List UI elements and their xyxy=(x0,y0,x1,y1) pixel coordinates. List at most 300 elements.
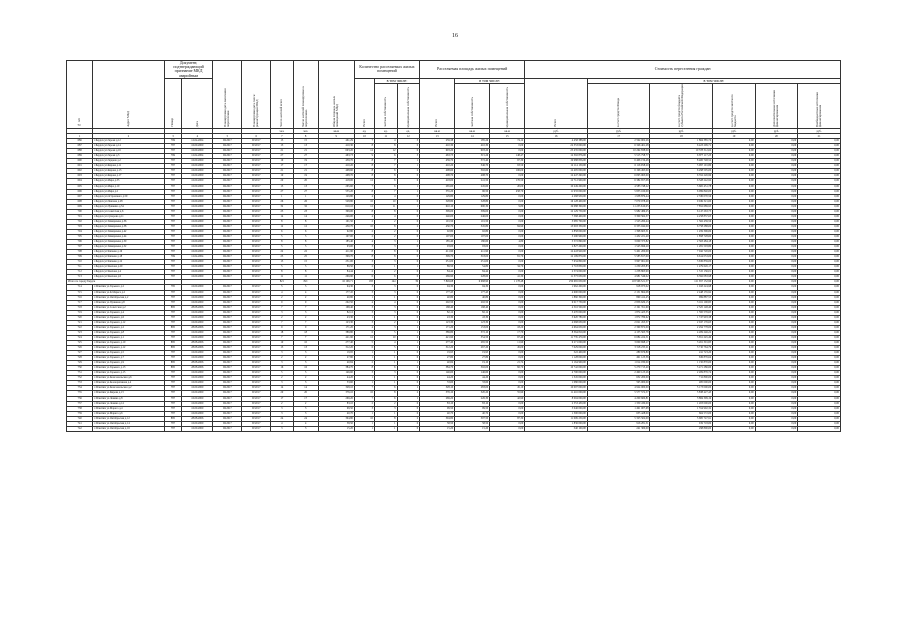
table-cell: 916 281,31 xyxy=(587,421,650,426)
table-cell: 421,90 xyxy=(420,335,455,340)
table-cell: III.2017 xyxy=(213,361,242,366)
table-cell: 0,00 xyxy=(755,376,798,381)
table-cell: 2 xyxy=(397,391,420,396)
table-cell: IV.2017 xyxy=(242,411,271,416)
column-number-cell: 14 xyxy=(455,134,490,139)
table-cell: 0,00 xyxy=(755,310,798,315)
table-cell: 12.04.2004 xyxy=(182,139,213,144)
table-cell: 769 xyxy=(164,154,182,159)
table-cell: 92,80 xyxy=(318,229,354,234)
table-cell: 12 xyxy=(374,149,397,154)
table-cell: 0 xyxy=(397,260,420,265)
table-cell: 1 962 200,00 xyxy=(525,285,588,290)
table-cell: 1 345 000,00 xyxy=(525,376,588,381)
table-cell: 8 xyxy=(374,209,397,214)
table-cell: 92,80 xyxy=(455,229,490,234)
column-number-cell: 3 xyxy=(164,134,182,139)
table-cell: 0,00 xyxy=(755,209,798,214)
table-cell: IV.2017 xyxy=(242,179,271,184)
table-cell: 6 668,90 xyxy=(455,280,490,285)
table-cell: 8 xyxy=(374,255,397,260)
table-cell: 17,70 xyxy=(490,330,525,335)
table-cell: 11 009 250,00 xyxy=(525,416,588,421)
table-cell: 12.04.2004 xyxy=(182,154,213,159)
table-cell: 0,00 xyxy=(713,149,756,154)
table-cell: 3 884 399,19 xyxy=(650,396,713,401)
table-cell: 0,00 xyxy=(755,179,798,184)
table-cell: 6 196 495,00 xyxy=(587,169,650,174)
table-cell: 0,00 xyxy=(490,376,525,381)
table-cell: 5 xyxy=(271,235,294,240)
table-cell: 7 xyxy=(293,335,318,340)
table-cell: 4 209 246,22 xyxy=(650,330,713,335)
table-cell: 16.09.2000 xyxy=(182,240,213,245)
table-cell: 0,00 xyxy=(713,290,756,295)
table-cell: 13 xyxy=(293,184,318,189)
table-cell: 787 xyxy=(164,189,182,194)
table-cell: 5 xyxy=(354,340,374,345)
table-cell: 44,20 xyxy=(455,376,490,381)
unit-cell: ед. xyxy=(354,129,374,134)
page-number: 16 xyxy=(452,33,458,39)
table-cell: 6 384 657,08 xyxy=(587,179,650,184)
table-cell: 7 xyxy=(374,189,397,194)
table-cell: 4 583 748,22 xyxy=(587,184,650,189)
table-cell: 787 xyxy=(164,391,182,396)
table-cell: 16.09.2000 xyxy=(182,260,213,265)
table-cell: 123,30 xyxy=(318,320,354,325)
table-cell: 40,70 xyxy=(318,411,354,416)
table-cell: 0,00 xyxy=(713,285,756,290)
table-cell: 43,30 xyxy=(455,315,490,320)
table-cell: 16.09.2000 xyxy=(182,391,213,396)
header-subgroup: в том числе: xyxy=(455,78,525,83)
table-cell: 0,00 xyxy=(713,426,756,431)
table-cell: 4 600 000,00 xyxy=(525,290,588,295)
table-cell: 11 xyxy=(293,275,318,280)
table-cell: 0,00 xyxy=(713,189,756,194)
table-cell: 33,60 xyxy=(455,381,490,386)
table-cell: 8 xyxy=(354,250,374,255)
table-cell: 689 xyxy=(67,154,93,159)
table-cell: 0,00 xyxy=(490,270,525,275)
table-cell: 2 294 778,00 xyxy=(650,325,713,330)
table-cell: 10 xyxy=(293,340,318,345)
table-cell: 84,44 xyxy=(455,270,490,275)
table-cell: Итого по городу Бердск xyxy=(67,280,165,285)
table-cell: 408,60 xyxy=(420,169,455,174)
table-cell: 2 xyxy=(271,376,294,381)
table-cell: 5 982 486,25 xyxy=(587,209,650,214)
table-cell: III.2017 xyxy=(213,295,242,300)
table-cell: 0,00 xyxy=(798,204,841,209)
table-cell: IV.2017 xyxy=(242,325,271,330)
table-cell: 1 523 260,44 xyxy=(587,219,650,224)
table-cell: 16.09.2000 xyxy=(182,285,213,290)
table-cell: 99,50 xyxy=(420,406,455,411)
header-cell: Планируемая дата окончания переселения xyxy=(213,61,242,129)
table-cell: 1 491 007,68 xyxy=(587,406,650,411)
table-cell: 14 xyxy=(271,214,294,219)
table-cell: 711 xyxy=(67,265,93,270)
table-cell: 312,20 xyxy=(318,346,354,351)
table-cell: 16.09.2000 xyxy=(182,320,213,325)
table-cell: 11 416 000,00 xyxy=(525,391,588,396)
table-cell: 418,00 xyxy=(318,179,354,184)
table-cell: 2 xyxy=(374,401,397,406)
table-cell: 129,80 xyxy=(420,194,455,199)
table-cell: 4 924 000,00 xyxy=(587,386,650,391)
column-number-cell: 11 xyxy=(374,134,397,139)
table-cell: 16.09.2000 xyxy=(182,275,213,280)
table-cell: 1 xyxy=(397,325,420,330)
table-cell: 8 xyxy=(354,144,374,149)
table-cell: 3 xyxy=(271,426,294,431)
table-cell: III.2017 xyxy=(213,240,242,245)
address-cell: г.Искитим ул.Советская д.2 xyxy=(93,305,164,310)
table-cell: 269,90 xyxy=(420,275,455,280)
table-cell: 0,00 xyxy=(490,356,525,361)
table-cell: 180,60 xyxy=(455,240,490,245)
table-cell: 0,00 xyxy=(490,381,525,386)
table-cell: 725 xyxy=(67,340,93,345)
table-cell: 7 xyxy=(374,164,397,169)
table-cell: 96,50 xyxy=(455,189,490,194)
table-cell: 6 xyxy=(374,386,397,391)
table-cell: 0 xyxy=(397,351,420,356)
table-cell: 5 515 758,77 xyxy=(587,154,650,159)
table-cell: IV.2017 xyxy=(242,396,271,401)
table-cell: 0,00 xyxy=(798,214,841,219)
table-cell: IV.2017 xyxy=(242,310,271,315)
table-cell: 707 xyxy=(67,245,93,250)
table-cell: 12 xyxy=(293,224,318,229)
table-cell: 1 080 000,00 xyxy=(525,381,588,386)
table-cell: 787 xyxy=(164,184,182,189)
table-cell: 10 xyxy=(354,199,374,204)
table-cell: 734 xyxy=(67,386,93,391)
header-group-area: Расселяемая площадь жилых помещений xyxy=(420,61,525,79)
table-cell: 411,90 xyxy=(318,250,354,255)
table-cell: 7 029 000,00 xyxy=(525,346,588,351)
table-cell: 0,00 xyxy=(755,381,798,386)
table-cell: 0,00 xyxy=(798,381,841,386)
table-cell: 23 xyxy=(293,209,318,214)
table-cell: 787 xyxy=(164,371,182,376)
table-cell: 129,80 xyxy=(455,194,490,199)
table-cell: 1 178,48 xyxy=(490,280,525,285)
table-cell: 0,00 xyxy=(713,315,756,320)
table-cell: 787 xyxy=(164,426,182,431)
table-cell: 16.09.2000 xyxy=(182,199,213,204)
table-cell: 0 xyxy=(397,144,420,149)
table-cell: III.2017 xyxy=(213,376,242,381)
table-cell: 2 325 148,40 xyxy=(650,305,713,310)
table-cell: 94,30 xyxy=(455,285,490,290)
table-cell: 0 xyxy=(397,300,420,305)
table-cell: 16.09.2000 xyxy=(182,421,213,426)
table-cell: 259 665 650,00 xyxy=(525,280,588,285)
table-cell: 16.09.2000 xyxy=(182,250,213,255)
table-cell: 728 xyxy=(67,356,93,361)
table-cell: 2 574 000,00 xyxy=(525,270,588,275)
table-cell: III.2017 xyxy=(213,179,242,184)
table-cell: 885 xyxy=(164,305,182,310)
address-cell: г.Искитим ул.Ленина д.14 xyxy=(93,401,164,406)
table-cell: IV.2017 xyxy=(242,340,271,345)
table-cell: 89,50 xyxy=(420,265,455,270)
table-cell: 19 xyxy=(271,159,294,164)
table-cell: 0,00 xyxy=(713,330,756,335)
table-cell: 16 xyxy=(271,366,294,371)
table-cell: 0,00 xyxy=(490,371,525,376)
table-cell: 2 047 176,63 xyxy=(650,320,713,325)
address-cell: г.Бердск ул.Тимирязева д.50 xyxy=(93,240,164,245)
table-cell: 10 xyxy=(354,391,374,396)
table-cell: 16.09.2000 xyxy=(182,310,213,315)
table-cell: 2 xyxy=(293,376,318,381)
table-cell: 0,00 xyxy=(490,295,525,300)
table-cell: 0 xyxy=(397,235,420,240)
table-cell: IV.2017 xyxy=(242,139,271,144)
table-cell: 1 xyxy=(354,421,374,426)
table-cell: 0,00 xyxy=(713,229,756,234)
table-cell: 2 164 900,00 xyxy=(525,361,588,366)
table-cell: 787 xyxy=(164,179,182,184)
table-cell: 787 xyxy=(164,315,182,320)
address-cell: г.Искитим ул.Ленина д.8 xyxy=(93,396,164,401)
address-cell: г.Бердск ул.Павлова д.28 xyxy=(93,199,164,204)
table-cell: 7 xyxy=(271,305,294,310)
table-cell: 16.09.2000 xyxy=(182,406,213,411)
table-cell: 123,30 xyxy=(420,320,455,325)
table-cell: 7 xyxy=(354,139,374,144)
table-cell: 1 xyxy=(397,396,420,401)
table-cell: 0,00 xyxy=(713,184,756,189)
table-cell: 40,84 xyxy=(420,361,455,366)
table-cell: 10 742 000,00 xyxy=(525,366,588,371)
table-cell: 0,00 xyxy=(713,204,756,209)
table-cell: 25 435 000,00 xyxy=(525,149,588,154)
table-cell: 0,00 xyxy=(798,245,841,250)
table-cell: 0,00 xyxy=(755,330,798,335)
address-cell: г.Бердск ул.Героев д.16 xyxy=(93,149,164,154)
table-cell: 0,00 xyxy=(755,340,798,345)
table-cell: 0,00 xyxy=(798,229,841,234)
table-cell: 2 718 830,00 xyxy=(525,265,588,270)
table-cell: 787 xyxy=(164,335,182,340)
table-cell: 0,00 xyxy=(755,300,798,305)
table-cell: 4 209 600,81 xyxy=(587,396,650,401)
address-cell: г.Искитим ул.Октябрьская д.12 xyxy=(93,416,164,421)
table-cell: 0,00 xyxy=(798,335,841,340)
table-cell: 410,30 xyxy=(420,144,455,149)
table-cell: 146,60 xyxy=(318,371,354,376)
table-cell: IV.2017 xyxy=(242,240,271,245)
table-cell: 40,70 xyxy=(455,411,490,416)
table-cell: 11 735 470,00 xyxy=(525,335,588,340)
table-cell: 6 xyxy=(374,366,397,371)
table-cell: 399,00 xyxy=(420,209,455,214)
table-cell: 1 xyxy=(374,381,397,386)
table-cell: 171,20 xyxy=(318,325,354,330)
table-cell: 32 xyxy=(271,204,294,209)
table-cell: 0,00 xyxy=(798,406,841,411)
table-cell: 2 594 002,26 xyxy=(587,139,650,144)
table-cell: III.2017 xyxy=(213,260,242,265)
table-cell: 0,00 xyxy=(713,411,756,416)
table-cell: 280 676,80 xyxy=(587,351,650,356)
table-cell: 83,10 xyxy=(318,401,354,406)
table-cell: 3 046 000,00 xyxy=(525,406,588,411)
header-group-cost: Стоимость переселения граждан xyxy=(525,61,841,79)
table-cell: 82,12 xyxy=(318,310,354,315)
address-cell: г.Искитим ул.Горького д.4 xyxy=(93,310,164,315)
header-subgroup: в том числе: xyxy=(374,78,419,83)
table-cell: IV.2017 xyxy=(242,224,271,229)
address-cell: г.Бердск ул.Пушкина д.34 xyxy=(93,204,164,209)
table-cell: 439,70 xyxy=(318,159,354,164)
table-cell: 787 xyxy=(164,295,182,300)
table-cell: 885 xyxy=(164,366,182,371)
table-cell: 8 xyxy=(374,174,397,179)
table-cell: 6 298 505,00 xyxy=(650,169,713,174)
table-cell: 787 xyxy=(164,194,182,199)
table-cell: 0,00 xyxy=(755,235,798,240)
table-cell: 4 458 388,00 xyxy=(525,139,588,144)
table-cell: 6 xyxy=(293,229,318,234)
table-cell: 8 400 748,52 xyxy=(650,159,713,164)
table-cell: 4 xyxy=(354,240,374,245)
table-cell: 0 xyxy=(397,356,420,361)
table-cell: 16.09.2000 xyxy=(182,351,213,356)
table-cell: 1 xyxy=(397,159,420,164)
table-cell: 0,00 xyxy=(755,214,798,219)
table-cell: 2 xyxy=(271,356,294,361)
table-cell: 787 xyxy=(164,265,182,270)
table-cell: 787 xyxy=(164,159,182,164)
table-cell: 2 369 872,00 xyxy=(587,325,650,330)
table-cell: IV.2017 xyxy=(242,285,271,290)
table-cell: 1 459 396,69 xyxy=(650,229,713,234)
table-cell: 245,60 xyxy=(455,184,490,189)
table-cell: 0,00 xyxy=(713,421,756,426)
table-cell: 15 xyxy=(271,260,294,265)
table-cell: 3 xyxy=(271,406,294,411)
unit-cell: ед. xyxy=(397,129,420,134)
table-cell: 0 xyxy=(397,290,420,295)
table-cell: 83,10 xyxy=(455,401,490,406)
table-cell: 787 xyxy=(164,250,182,255)
table-cell: 1 150 870,00 xyxy=(650,361,713,366)
table-cell: 148,47 xyxy=(490,154,525,159)
table-header xyxy=(67,61,841,139)
table-cell: 0,00 xyxy=(798,174,841,179)
table-cell: 228,60 xyxy=(455,275,490,280)
header-group-count: Количество расселяемых жилых помещений xyxy=(354,61,419,79)
table-cell: 610,10 xyxy=(420,204,455,209)
table-cell: 787 xyxy=(164,144,182,149)
table-cell: 2 xyxy=(397,416,420,421)
table-cell: 0,00 xyxy=(713,391,756,396)
table-cell: IV.2017 xyxy=(242,371,271,376)
header-cell: частная собственность xyxy=(455,84,490,129)
table-cell: 10 xyxy=(374,335,397,340)
table-cell: 16.09.2000 xyxy=(182,224,213,229)
header-cell: Дополнительные источники финансирования xyxy=(755,84,798,129)
table-cell: 93,00 xyxy=(318,245,354,250)
table-cell: 17 xyxy=(293,164,318,169)
table-cell: 0,00 xyxy=(755,320,798,325)
table-cell: 787 xyxy=(164,386,182,391)
table-cell: 739 xyxy=(67,411,93,416)
table-cell: 251,00 xyxy=(318,260,354,265)
table-cell: 45,10 xyxy=(490,386,525,391)
table-cell: 0,00 xyxy=(798,310,841,315)
table-cell: 0,00 xyxy=(798,376,841,381)
table-cell: 0,00 xyxy=(490,305,525,310)
table-cell: 8 xyxy=(354,255,374,260)
table-cell: 885 xyxy=(164,340,182,345)
table-cell: 0,00 xyxy=(713,174,756,179)
table-cell: 15,20 xyxy=(455,426,490,431)
table-cell: 16.09.2000 xyxy=(182,371,213,376)
table-cell: 5 838 427,43 xyxy=(650,391,713,396)
table-cell: III.2017 xyxy=(213,235,242,240)
table-cell: 0,00 xyxy=(798,351,841,356)
table-cell: 418,00 xyxy=(420,179,455,184)
table-cell: III.2017 xyxy=(213,204,242,209)
table-cell: 5 xyxy=(271,371,294,376)
table-cell: 688 xyxy=(67,149,93,154)
table-cell: 485 000,00 xyxy=(650,381,713,386)
table-cell: 787 xyxy=(164,204,182,209)
table-cell: 9 xyxy=(293,300,318,305)
table-cell: 93,00 xyxy=(455,245,490,250)
table-cell: 241 723,20 xyxy=(650,351,713,356)
table-cell: 3 309 562,37 xyxy=(587,214,650,219)
table-cell: 722 xyxy=(67,325,93,330)
column-number-cell: 19 xyxy=(713,134,756,139)
table-cell: 12 114 150,00 xyxy=(525,164,588,169)
table-cell: 0,00 xyxy=(798,280,841,285)
table-cell: 0,00 xyxy=(490,194,525,199)
table-cell: 3 xyxy=(293,381,318,386)
table-cell: III.2017 xyxy=(213,144,242,149)
table-cell: 0 xyxy=(397,250,420,255)
table-cell: 28.08.2006 xyxy=(182,340,213,345)
table-cell: 2 xyxy=(354,265,374,270)
table-cell: 687 xyxy=(67,144,93,149)
table-cell: 0,00 xyxy=(755,275,798,280)
table-cell: 1 554 992,32 xyxy=(650,406,713,411)
table-cell: 0,00 xyxy=(755,184,798,189)
table-cell: 528,80 xyxy=(318,199,354,204)
table-cell: III.2017 xyxy=(213,245,242,250)
table-cell: III.2017 xyxy=(213,154,242,159)
address-cell: г.Искитим ул.Горького д.9 xyxy=(93,361,164,366)
table-cell: 399,00 xyxy=(318,209,354,214)
unit-cell: руб. xyxy=(713,129,756,134)
table-cell: 696 xyxy=(67,189,93,194)
table-cell: 67,30 xyxy=(490,159,525,164)
table-cell: 0 xyxy=(397,245,420,250)
table-cell: 21 xyxy=(271,169,294,174)
table-cell: 10 xyxy=(354,224,374,229)
table-cell: 99,50 xyxy=(318,406,354,411)
table-cell: 12 392 876,00 xyxy=(525,154,588,159)
table-cell: 0,00 xyxy=(798,255,841,260)
